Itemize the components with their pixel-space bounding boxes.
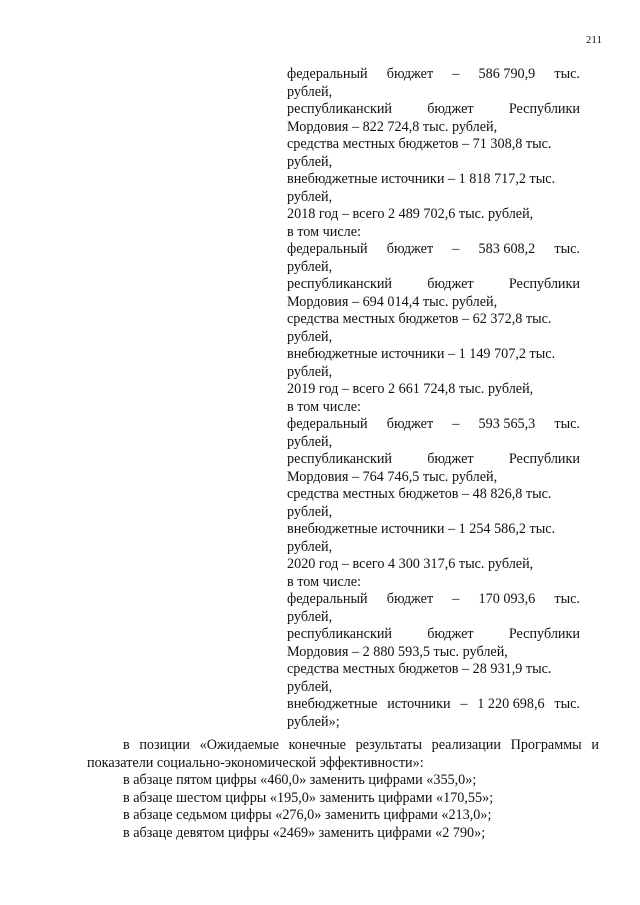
word: 170 093,6 [478, 591, 536, 607]
paragraph-sixth: в абзаце шестом цифры «195,0» заменить цифрами «170,55»; [123, 789, 494, 806]
local-line-2018: средства местных бюджетов – 62 372,8 тыс. [287, 311, 552, 327]
word: республиканский [287, 626, 393, 642]
word: – [460, 696, 468, 712]
word: тыс. [554, 696, 580, 712]
word: Республики [508, 276, 580, 292]
local-cont-2019: рублей, [287, 503, 333, 520]
word: позиции [139, 737, 190, 753]
word: – [452, 241, 460, 257]
word: бюджет [427, 101, 474, 117]
word: тыс. [554, 591, 580, 607]
word: бюджет [386, 416, 434, 432]
federal-cont-2019: рублей, [287, 433, 333, 450]
extra-line-2018: внебюджетные источники – 1 149 707,2 тыс. [287, 346, 556, 362]
word: внебюджетные [287, 696, 378, 712]
local-line-2019: средства местных бюджетов – 48 826,8 тыс. [287, 486, 552, 502]
word: 593 565,3 [478, 416, 536, 432]
word: Программы [510, 737, 582, 753]
paragraph-fifth: в абзаце пятом цифры «460,0» заменить цифрами «355,0»; [123, 772, 477, 788]
extra-cont-2020: рублей»; [287, 713, 340, 730]
word: 586 790,9 [478, 66, 536, 82]
word: республиканский [287, 276, 393, 292]
republic-line-2020 [287, 626, 580, 644]
word: бюджет [427, 451, 474, 467]
word: результаты [355, 737, 422, 753]
word: в [123, 737, 130, 753]
republic-line-2018 [287, 276, 580, 294]
word: тыс. [554, 416, 580, 432]
word: федеральный [287, 66, 368, 82]
federal-cont-2017: рублей, [287, 83, 333, 100]
word: и [591, 737, 599, 753]
republic-cont-2020: Мордовия – 2 880 593,5 тыс. рублей, [287, 643, 508, 660]
extra-cont-2019: рублей, [287, 538, 333, 555]
word: федеральный [287, 241, 368, 257]
word: федеральный [287, 591, 368, 607]
paragraph-ninth: в абзаце девятом цифры «2469» заменить цифрами «2 790»; [123, 824, 486, 841]
extra-line-2017: внебюджетные источники – 1 818 717,2 тыс. [287, 171, 556, 187]
word: 1 220 698,6 [477, 696, 545, 712]
federal-line-2017 [287, 66, 580, 84]
federal-cont-2018: рублей, [287, 258, 333, 275]
federal-cont-2020: рублей, [287, 608, 333, 625]
word: бюджет [386, 591, 434, 607]
local-line-2020: средства местных бюджетов – 28 931,9 тыс. [287, 661, 552, 677]
republic-cont-2017: Мордовия – 822 724,8 тыс. рублей, [287, 118, 498, 135]
including-2019: в том числе: [287, 398, 361, 415]
total-2020: 2020 год – всего 4 300 317,6 тыс. рублей, [287, 556, 534, 572]
word: Республики [508, 101, 580, 117]
page-number: 211 [585, 34, 602, 46]
word: республиканский [287, 451, 393, 467]
paragraph-expected-results-line1 [87, 737, 599, 755]
funding-column [287, 66, 580, 731]
local-line-2017: средства местных бюджетов – 71 308,8 тыс. [287, 136, 552, 152]
extra-cont-2018: рублей, [287, 363, 333, 380]
republic-line-2019 [287, 451, 580, 469]
local-cont-2020: рублей, [287, 678, 333, 695]
federal-line-2019 [287, 416, 580, 434]
total-2019: 2019 год – всего 2 661 724,8 тыс. рублей, [287, 381, 534, 397]
including-2020: в том числе: [287, 573, 361, 590]
local-cont-2017: рублей, [287, 153, 333, 170]
extra-line-2019: внебюджетные источники – 1 254 586,2 тыс. [287, 521, 556, 537]
paragraph-expected-results-line2: показатели социально-экономической эффективности»: [87, 754, 424, 771]
word: – [452, 416, 460, 432]
word: «Ожидаемые [199, 737, 279, 753]
republic-cont-2018: Мордовия – 694 014,4 тыс. рублей, [287, 293, 498, 310]
word: Республики [508, 451, 580, 467]
republic-line-2017 [287, 101, 580, 119]
paragraph-seventh: в абзаце седьмом цифры «276,0» заменить цифрами «213,0»; [123, 807, 492, 823]
word: бюджет [386, 66, 434, 82]
federal-line-2018 [287, 241, 580, 259]
extra-line-2020 [287, 696, 580, 714]
word: бюджет [427, 626, 474, 642]
word: бюджет [386, 241, 434, 257]
word: Республики [508, 626, 580, 642]
local-cont-2018: рублей, [287, 328, 333, 345]
extra-cont-2017: рублей, [287, 188, 333, 205]
word: – [452, 66, 460, 82]
word: 583 608,2 [478, 241, 536, 257]
word: тыс. [554, 66, 580, 82]
word: источники [387, 696, 451, 712]
federal-line-2020 [287, 591, 580, 609]
word: республиканский [287, 101, 393, 117]
republic-cont-2019: Мордовия – 764 746,5 тыс. рублей, [287, 468, 498, 485]
word: конечные [288, 737, 346, 753]
amendments-body [87, 737, 599, 842]
word: – [452, 591, 460, 607]
total-2018: 2018 год – всего 2 489 702,6 тыс. рублей, [287, 206, 534, 222]
word: тыс. [554, 241, 580, 257]
word: реализации [431, 737, 501, 753]
word: бюджет [427, 276, 474, 292]
including-2018: в том числе: [287, 223, 361, 240]
word: федеральный [287, 416, 368, 432]
